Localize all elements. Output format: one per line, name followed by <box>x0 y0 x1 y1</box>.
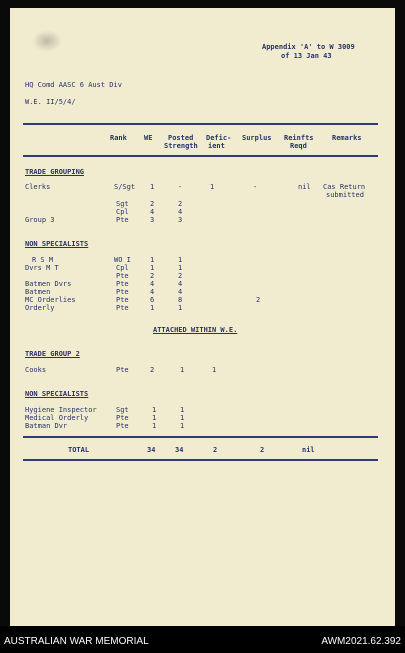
row-group3-rank: Pte <box>116 216 129 224</box>
document-page <box>10 8 395 626</box>
row-batmen-rank: Pte <box>116 288 129 296</box>
header-bottom-rule <box>23 155 378 157</box>
row-batman-dvr-we: 1 <box>152 422 157 430</box>
row-sgt-we: 2 <box>150 200 155 208</box>
row-rsm-label: R S M <box>32 256 54 264</box>
row-group3-posted: 3 <box>178 216 183 224</box>
row-cooks-we: 2 <box>150 366 155 374</box>
total-label: TOTAL <box>68 446 90 454</box>
row-batman-dvr-rank: Pte <box>116 422 129 430</box>
row-rsm-we: 1 <box>150 256 155 264</box>
row-clerks-posted: - <box>178 183 183 191</box>
row-batmen-we: 4 <box>150 288 155 296</box>
row-orderly-label: Orderly <box>25 304 55 312</box>
col-reinforcements: Reinfts <box>284 134 314 142</box>
total-reinfts: nil <box>302 446 315 454</box>
row-hygiene-rank: Sgt <box>116 406 129 414</box>
table-top-rule <box>23 123 378 125</box>
total-deficient: 2 <box>213 446 218 454</box>
row-batman-dvr-posted: 1 <box>180 422 185 430</box>
row-batmen-dvrs-label: Batmen Dvrs <box>25 280 72 288</box>
row-dvrs-we: 1 <box>150 264 155 272</box>
section-non-specialists: NON SPECIALISTS <box>25 240 89 248</box>
row-mc-orderlies-surplus: 2 <box>256 296 261 304</box>
row-mc-orderlies-posted: 8 <box>178 296 183 304</box>
col-we: WE <box>144 134 153 142</box>
row-medical-rank: Pte <box>116 414 129 422</box>
section-attached: ATTACHED WITHIN W.E. <box>153 326 238 334</box>
row-cpl-rank: Cpl <box>116 208 129 216</box>
row-dvrs-pte-we: 2 <box>150 272 155 280</box>
row-batmen-dvrs-rank: Pte <box>116 280 129 288</box>
row-clerks-remarks-2: submitted <box>326 191 364 199</box>
total-posted: 34 <box>175 446 184 454</box>
row-dvrs-pte-rank: Pte <box>116 272 129 280</box>
col-reinforcements-2: Reqd <box>290 142 307 150</box>
row-medical-label: Medical Orderly <box>25 414 89 422</box>
col-rank: Rank <box>110 134 127 142</box>
war-establishment-ref: W.E. II/5/4/ <box>25 98 76 106</box>
row-cooks-deficient: 1 <box>212 366 217 374</box>
row-clerks-deficient: 1 <box>210 183 215 191</box>
archive-footer <box>0 626 405 653</box>
row-rsm-rank: WO I <box>114 256 131 264</box>
row-cooks-posted: 1 <box>180 366 185 374</box>
total-bottom-rule <box>23 459 378 461</box>
row-rsm-posted: 1 <box>178 256 183 264</box>
row-cpl-we: 4 <box>150 208 155 216</box>
row-batmen-dvrs-posted: 4 <box>178 280 183 288</box>
total-surplus: 2 <box>260 446 265 454</box>
row-orderly-rank: Pte <box>116 304 129 312</box>
total-top-rule <box>23 436 378 438</box>
appendix-date: of 13 Jan 43 <box>281 52 332 60</box>
row-clerks-we: 1 <box>150 183 155 191</box>
row-clerks-rank: S/Sgt <box>114 183 136 191</box>
row-group3-we: 3 <box>150 216 155 224</box>
row-clerks-reinfts: nil <box>298 183 311 191</box>
row-batman-dvr-label: Batman Dvr <box>25 422 68 430</box>
row-hygiene-posted: 1 <box>180 406 185 414</box>
row-dvrs-label: Dvrs M T <box>25 264 59 272</box>
row-clerks-surplus: - <box>253 183 258 191</box>
col-posted: Posted <box>168 134 194 142</box>
row-batmen-dvrs-we: 4 <box>150 280 155 288</box>
col-deficient: Defic- <box>206 134 232 142</box>
row-group3-label: Group 3 <box>25 216 55 224</box>
row-cpl-posted: 4 <box>178 208 183 216</box>
row-hygiene-label: Hygiene Inspector <box>25 406 97 414</box>
row-clerks-remarks: Cas Return <box>323 183 366 191</box>
row-sgt-rank: Sgt <box>116 200 129 208</box>
row-cooks-label: Cooks <box>25 366 47 374</box>
row-dvrs-pte-posted: 2 <box>178 272 183 280</box>
ink-stain <box>32 30 62 52</box>
section-non-specialists-2: NON SPECIALISTS <box>25 390 89 398</box>
row-batmen-posted: 4 <box>178 288 183 296</box>
row-cooks-rank: Pte <box>116 366 129 374</box>
footer-institution: AUSTRALIAN WAR MEMORIAL <box>4 636 149 647</box>
row-medical-posted: 1 <box>180 414 185 422</box>
col-surplus: Surplus <box>242 134 272 142</box>
total-we: 34 <box>147 446 156 454</box>
row-dvrs-posted: 1 <box>178 264 183 272</box>
section-trade-grouping: TRADE GROUPING <box>25 168 85 176</box>
appendix-reference: Appendix 'A' to W 3009 <box>262 43 355 51</box>
row-dvrs-rank: Cpl <box>116 264 129 272</box>
row-orderly-we: 1 <box>150 304 155 312</box>
col-posted-strength: Strength <box>164 142 198 150</box>
row-mc-orderlies-label: MC Orderlies <box>25 296 76 304</box>
row-medical-we: 1 <box>152 414 157 422</box>
row-mc-orderlies-rank: Pte <box>116 296 129 304</box>
col-remarks: Remarks <box>332 134 362 142</box>
unit-name: HQ Comd AASC 6 Aust Div <box>25 81 122 89</box>
row-sgt-posted: 2 <box>178 200 183 208</box>
footer-accession-number: AWM2021.62.392 <box>321 636 401 647</box>
row-hygiene-we: 1 <box>152 406 157 414</box>
row-batmen-label: Batmen <box>25 288 51 296</box>
section-trade-group-2: TRADE GROUP 2 <box>25 350 80 358</box>
row-orderly-posted: 1 <box>178 304 183 312</box>
col-deficient-2: ient <box>208 142 225 150</box>
row-mc-orderlies-we: 6 <box>150 296 155 304</box>
row-clerks-label: Clerks <box>25 183 51 191</box>
